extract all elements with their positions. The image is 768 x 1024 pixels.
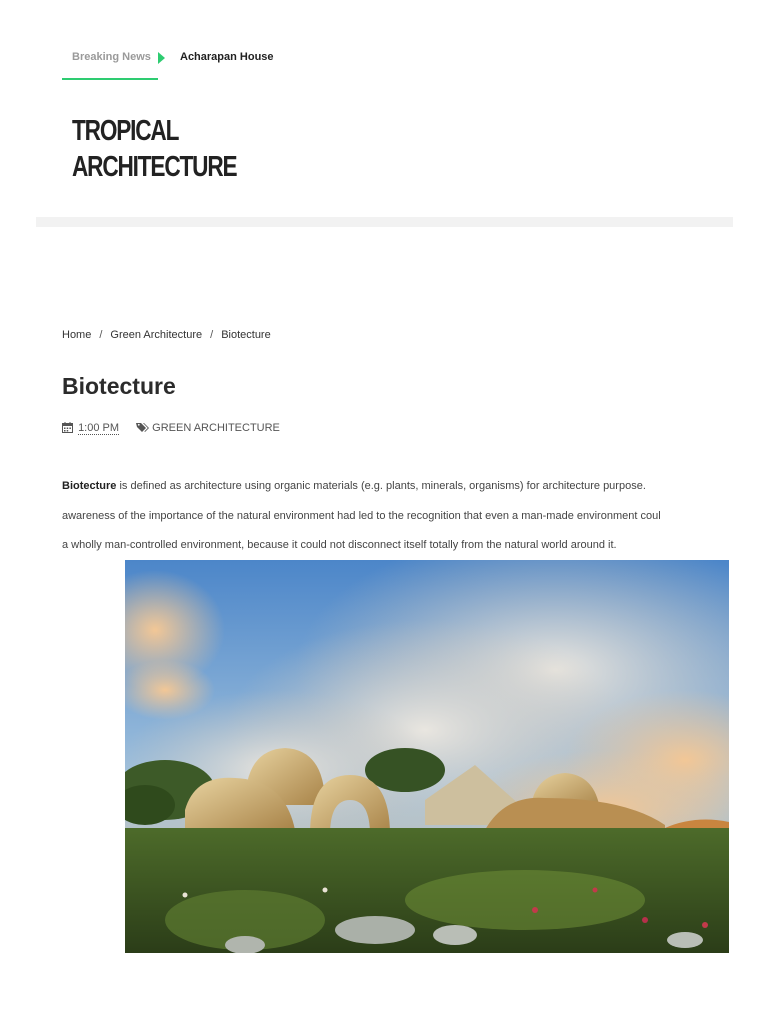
ticker-headline-link[interactable]: Acharapan House xyxy=(180,51,274,63)
site-title[interactable] xyxy=(72,113,236,185)
site-title-line-1: TROPICAL xyxy=(72,115,179,147)
intro-bold-term: Biotecture xyxy=(62,480,117,492)
ticker-underline xyxy=(62,78,158,80)
header-divider xyxy=(36,217,733,227)
play-arrow-icon xyxy=(158,52,165,64)
tags-icon xyxy=(136,422,152,434)
calendar-icon xyxy=(62,422,76,434)
breadcrumb-current: Biotecture xyxy=(221,329,271,341)
post-meta xyxy=(62,422,280,434)
breadcrumb-separator: / xyxy=(99,329,103,341)
breadcrumb-home[interactable]: Home xyxy=(62,329,92,341)
post-title: Biotecture xyxy=(62,373,176,399)
breaking-news-label: Breaking News xyxy=(72,51,151,63)
breaking-news-ticker xyxy=(62,48,362,80)
site-title-line-2: ARCHITECTURE xyxy=(72,151,237,183)
post-body-line-2: awareness of the importance of the natural environment had led to the recognition that even a man-made environment coul xyxy=(62,509,661,522)
breadcrumb-separator: / xyxy=(210,329,214,341)
post-body-line-3: a wholly man-controlled environment, because it could not disconnect itself totally from the natural world around it. xyxy=(62,539,617,551)
post-body-line-1 xyxy=(62,472,734,502)
post-body-line-1-text: is defined as architecture using organic materials (e.g. plants, minerals, organisms) for architecture purpose. xyxy=(116,480,646,492)
breadcrumb-green-architecture[interactable]: Green Architecture xyxy=(110,329,203,341)
post-category-link[interactable]: GREEN ARCHITECTURE xyxy=(152,422,280,434)
breadcrumb xyxy=(62,329,271,341)
biotecture-photo xyxy=(125,560,729,953)
post-time-link[interactable]: 1:00 PM xyxy=(78,422,120,434)
post-body xyxy=(62,472,762,561)
